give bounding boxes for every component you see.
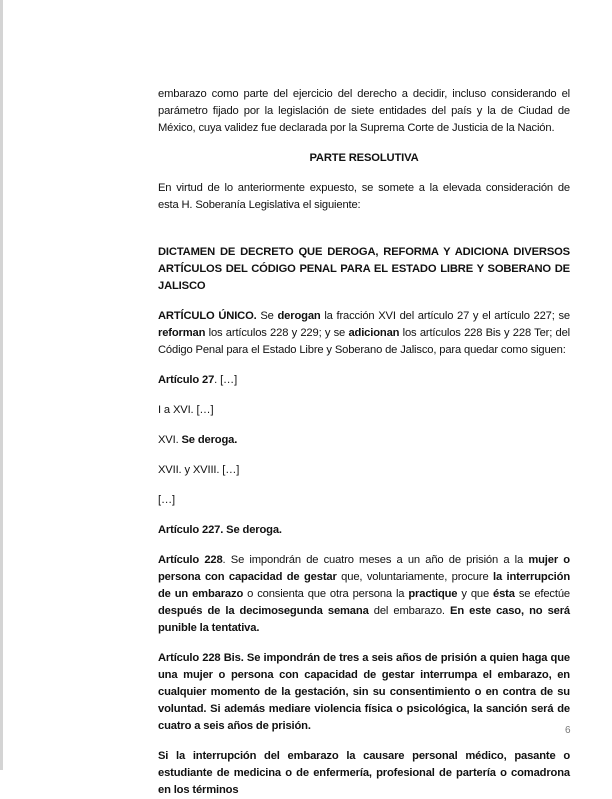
- articulo-227: Artículo 227. Se deroga.: [158, 524, 282, 536]
- ellipsis-line: […]: [158, 494, 175, 506]
- fraccion-xvi: XVI. Se deroga.: [158, 434, 238, 446]
- section-heading: PARTE RESOLUTIVA: [309, 152, 419, 164]
- page-left-edge: [0, 0, 3, 770]
- fraccion-i-a-xvi: I a XVI. […]: [158, 404, 214, 416]
- articulo-228: Artículo 228. Se impondrán de cuatro meses a un año de prisión a la mujer o persona con capacidad de gestar que, voluntariamente, procure la interrupción de un embarazo o consienta que otra persona la practique y que ésta se efectúe después de la decimosegunda semana del embarazo. En este caso, no será punible la tentativa.: [158, 554, 570, 634]
- articulo-27: Artículo 27. […]: [158, 374, 238, 386]
- page-number: 6: [565, 725, 571, 736]
- articulo-unico: ARTÍCULO ÚNICO. Se derogan la fracción XVI del artículo 27 y el artículo 227; se reforman los artículos 228 y 229; y se adicionan los artículos 228 Bis y 228 Ter; del Código Penal para el Estado Libre y Soberano de Jalisco, para quedar como siguen:: [158, 310, 570, 356]
- final-paragraph: Si la interrupción del embarazo la causare personal médico, pasante o estudiante de medicina o de enfermería, profesional de partería o comadrona en los términos: [158, 750, 570, 796]
- fraccion-xvii-xviii: XVII. y XVIII. […]: [158, 464, 240, 476]
- articulo-228-bis: Artículo 228 Bis. Se impondrán de tres a seis años de prisión a quien haga que una mujer o persona con capacidad de gestar interrumpa el embarazo, en cualquier momento de la gestación, sin su consentimiento o en contra de su voluntad. Si además mediare violencia física o psicológica, la sanción será de cuatro a seis años de prisión.: [158, 652, 570, 732]
- intro-paragraph: embarazo como parte del ejercicio del derecho a decidir, incluso considerando el parámetro fijado por la legislación de siete entidades del país y la de Ciudad de México, cuya validez fue declarada por la Suprema Corte de Justicia de la Nación.: [158, 88, 570, 134]
- document-page: [158, 86, 570, 799]
- decree-title: DICTAMEN DE DECRETO QUE DEROGA, REFORMA Y ADICIONA DIVERSOS ARTÍCULOS DEL CÓDIGO PENAL PARA EL ESTADO LIBRE Y SOBERANO DE JALISCO: [158, 246, 570, 292]
- submission-paragraph: En virtud de lo anteriormente expuesto, se somete a la elevada consideración de esta H. Soberanía Legislativa el siguiente:: [158, 182, 570, 211]
